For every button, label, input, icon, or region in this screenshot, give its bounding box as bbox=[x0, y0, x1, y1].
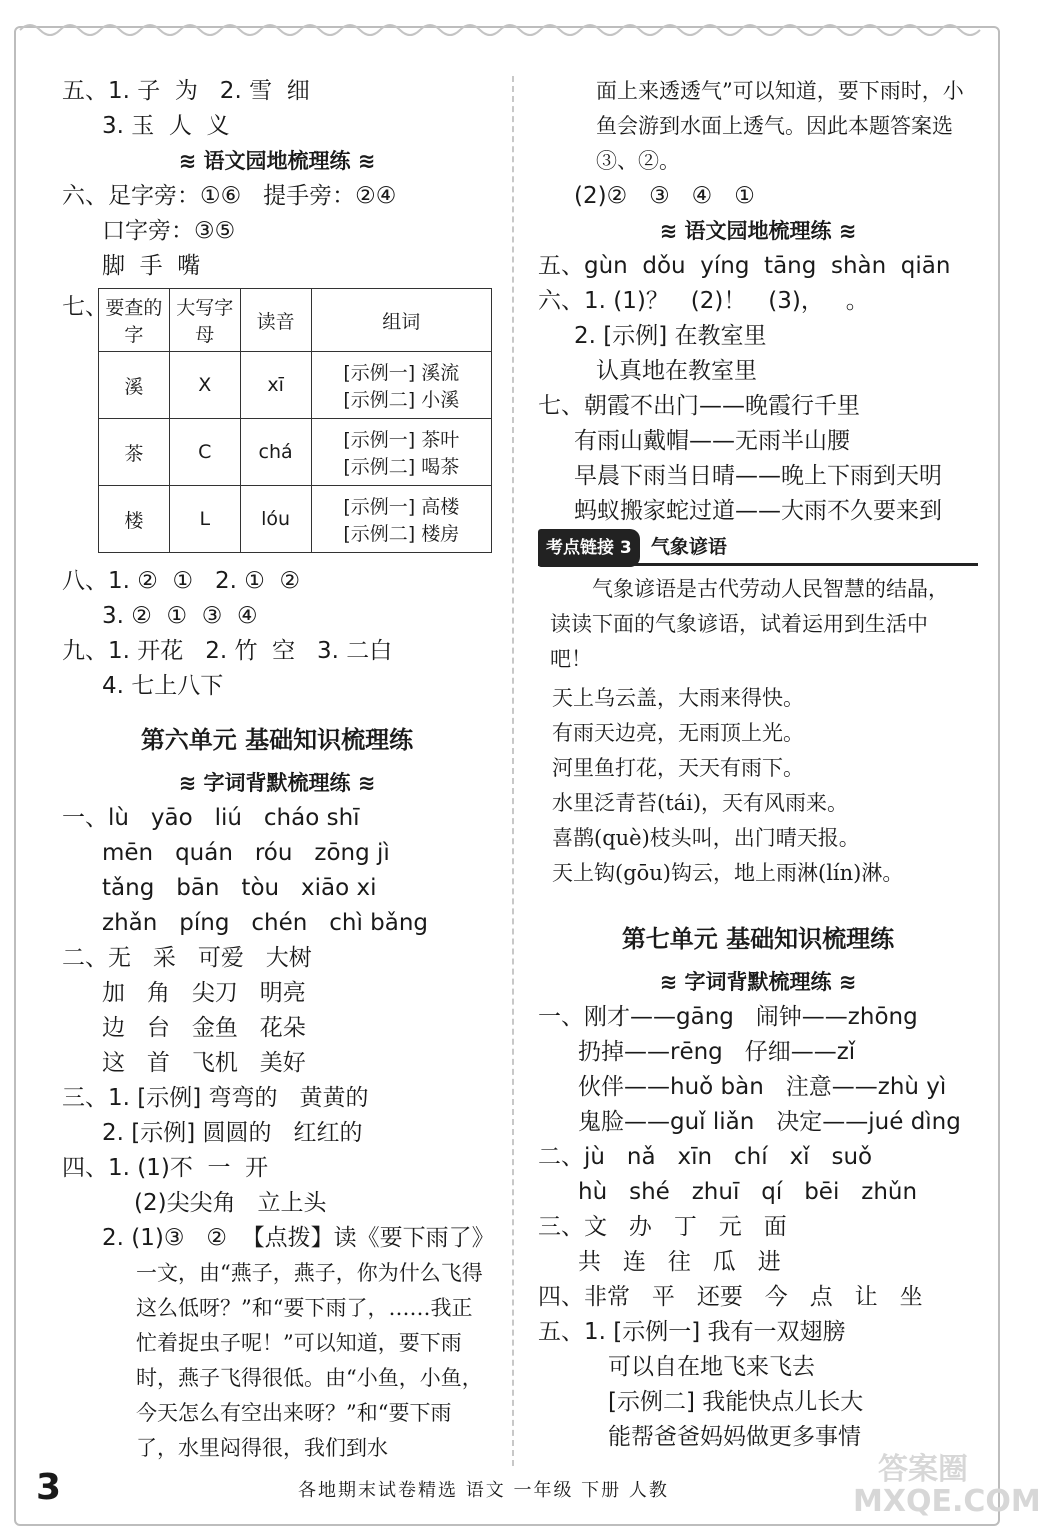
knowledge-link-tag: 考点链接 3 bbox=[538, 529, 640, 567]
page-number: 3 bbox=[36, 1467, 62, 1508]
answer-line: 三、1. [示例] 弯弯的 黄黄的 bbox=[62, 1085, 369, 1111]
answer-line: 蚂蚁搬家蛇过道——大雨不久要来到 bbox=[574, 498, 942, 524]
knowledge-link-header bbox=[538, 529, 978, 566]
answer-line: 2. [示例] 在教室里 bbox=[574, 323, 767, 349]
unit-title: 第六单元 基础知识梳理练 bbox=[140, 726, 414, 754]
section-heading: ≋ 字词背默梳理练 ≋ bbox=[178, 771, 376, 795]
answer-line: 有雨山戴帽——无雨半山腰 bbox=[574, 428, 850, 454]
answer-line: 六、足字旁：①⑥ 提手旁：②④ bbox=[62, 183, 397, 209]
unit-title: 第七单元 基础知识梳理练 bbox=[621, 925, 895, 953]
proverb-line: 天上钩(gōu)钩云，地上雨淋(lín)淋。 bbox=[552, 861, 904, 885]
page-footer bbox=[28, 1468, 988, 1508]
answer-line: 九、1. 开花 2. 竹 空 3. 二白 bbox=[62, 638, 393, 664]
table-cell: X bbox=[169, 352, 240, 419]
answer-line: 3. ② ① ③ ④ bbox=[102, 603, 258, 629]
wavy-border-decoration bbox=[0, 0, 1011, 60]
answer-line: 伙伴——huǒ bàn 注意——zhù yì bbox=[578, 1074, 947, 1100]
example-text: [示例二] 小溪 bbox=[343, 389, 460, 411]
table-cell: C bbox=[169, 419, 240, 486]
table-cell bbox=[311, 352, 491, 419]
section-heading: ≋ 语文园地梳理练 ≋ bbox=[659, 219, 857, 243]
table-cell: lóu bbox=[240, 486, 311, 553]
answer-line: 六、1. (1)？ (2)！ (3)， 。 bbox=[538, 288, 869, 314]
answer-line: 4. 七上八下 bbox=[102, 673, 224, 699]
question-7-block bbox=[62, 288, 492, 564]
left-column bbox=[62, 74, 495, 1466]
answer-line: 2. [示例] 圆圆的 红红的 bbox=[102, 1120, 363, 1146]
proverb-line: 河里鱼打花，天天有雨下。 bbox=[552, 756, 804, 780]
table-cell bbox=[311, 486, 491, 553]
right-column bbox=[538, 74, 978, 1455]
table-cell bbox=[311, 419, 491, 486]
answer-line: 早晨下雨当日晴——晚上下雨到天明 bbox=[574, 463, 942, 489]
table-cell: chá bbox=[240, 419, 311, 486]
table-header: 大写字母 bbox=[169, 289, 240, 352]
column-divider bbox=[512, 76, 514, 1466]
answer-line: [示例二] 我能快点儿长大 bbox=[608, 1389, 864, 1415]
answer-line: (2)尖尖角 立上头 bbox=[134, 1190, 327, 1216]
intro-paragraph: 气象谚语是古代劳动人民智慧的结晶，读读下面的气象谚语，试着运用到生活中吧！ bbox=[550, 577, 949, 671]
table-header: 组词 bbox=[311, 289, 491, 352]
answer-line: (2)② ③ ④ ① bbox=[574, 183, 755, 209]
answer-line: 二、无 采 可爱 大树 bbox=[62, 945, 312, 971]
section-heading: ≋ 语文园地梳理练 ≋ bbox=[178, 149, 376, 173]
example-text: [示例二] 楼房 bbox=[343, 523, 460, 545]
example-text: [示例一] 高楼 bbox=[343, 496, 460, 518]
example-text: [示例一] 溪流 bbox=[343, 362, 460, 384]
table-cell: 溪 bbox=[99, 352, 170, 419]
answer-line: 五、1. 子 为 2. 雪 细 bbox=[62, 78, 310, 104]
proverb-line: 天上乌云盖，大雨来得快。 bbox=[552, 686, 804, 710]
answer-line: 加 角 尖刀 明亮 bbox=[102, 980, 306, 1006]
answer-line: 七、朝霞不出门——晚霞行千里 bbox=[538, 393, 860, 419]
pinyin-line: mēn quán róu zōng jì bbox=[102, 840, 390, 866]
footer-book-info: 各地期末试卷精选 语文 一年级 下册 人教 bbox=[298, 1480, 669, 1501]
answer-line: 2. (1)③ ② 【点拨】读《要下雨了》 bbox=[102, 1225, 495, 1251]
pinyin-line: tǎng bān tòu xiāo xi bbox=[102, 875, 377, 901]
answer-line: 可以自在地飞来飞去 bbox=[608, 1354, 815, 1380]
proverb-line: 喜鹊(què)枝头叫，出门晴天报。 bbox=[552, 826, 860, 850]
answer-line: 共 连 往 瓜 进 bbox=[578, 1249, 781, 1275]
pinyin-line: zhǎn píng chén chì bǎng bbox=[102, 910, 429, 936]
answer-line: 3. 玉 人 义 bbox=[102, 113, 230, 139]
pinyin-line: 一、lù yāo liú cháo shī bbox=[62, 805, 360, 831]
answer-line: 能帮爸爸妈妈做更多事情 bbox=[608, 1424, 861, 1450]
table-row bbox=[99, 486, 492, 553]
explanation-paragraph: 面上来透透气”可以知道，要下雨时，小鱼会游到水面上透气。因此本题答案选③、②。 bbox=[596, 79, 964, 173]
explanation-paragraph: 一文，由“燕子，燕子，你为什么飞得这么低呀？”和“要下雨了，……我正忙着捉虫子呢！”可以知道，要下雨时，燕子飞得很低。由“小鱼，小鱼，今天怎么有空出来呀？”和“要下雨了，水里闷得很，我们到水 bbox=[136, 1261, 483, 1460]
pinyin-line: 二、jù nǎ xīn chí xǐ suǒ bbox=[538, 1144, 873, 1170]
table-row bbox=[99, 352, 492, 419]
table-cell: 茶 bbox=[99, 419, 170, 486]
section-heading: ≋ 字词背默梳理练 ≋ bbox=[659, 970, 857, 994]
lookup-table bbox=[98, 288, 492, 553]
table-cell: 楼 bbox=[99, 486, 170, 553]
answer-line: 四、1. (1)不 一 开 bbox=[62, 1155, 269, 1181]
answer-line: 一、刚才——gāng 闹钟——zhōng bbox=[538, 1004, 918, 1030]
answer-line: 鬼脸——guǐ liǎn 决定——jué dìng bbox=[578, 1109, 961, 1135]
answer-line: 四、非常 平 还要 今 点 让 坐 bbox=[538, 1284, 923, 1310]
answer-line: 扔掉——rēng 仔细——zǐ bbox=[578, 1039, 856, 1065]
example-text: [示例二] 喝茶 bbox=[343, 456, 460, 478]
example-text: [示例一] 茶叶 bbox=[343, 429, 460, 451]
pinyin-line: 五、gùn dǒu yíng tāng shàn qiān bbox=[538, 253, 951, 279]
answer-line: 三、文 办 丁 元 面 bbox=[538, 1214, 787, 1240]
question-label: 七、 bbox=[62, 294, 108, 320]
table-cell: xī bbox=[240, 352, 311, 419]
proverb-line: 有雨天边亮，无雨顶上光。 bbox=[552, 721, 804, 745]
pinyin-line: hù shé zhuī qí bēi zhǔn bbox=[578, 1179, 918, 1205]
table-header: 读音 bbox=[240, 289, 311, 352]
answer-line: 口字旁：③⑤ bbox=[102, 218, 236, 244]
table-cell: L bbox=[169, 486, 240, 553]
table-header: 要查的字 bbox=[99, 289, 170, 352]
knowledge-link-title: 气象谚语 bbox=[650, 536, 727, 558]
answer-line: 认真地在教室里 bbox=[596, 358, 757, 384]
table-header-row bbox=[99, 289, 492, 352]
proverb-line: 水里泛青苔(tái)，天有风雨来。 bbox=[552, 791, 849, 815]
answer-line: 脚 手 嘴 bbox=[102, 253, 201, 279]
answer-line: 这 首 飞机 美好 bbox=[102, 1050, 306, 1076]
watermark-logo: 答案圈 MXQE.COM bbox=[853, 1452, 1041, 1519]
answer-line: 五、1. [示例一] 我有一双翅膀 bbox=[538, 1319, 846, 1345]
answer-line: 边 台 金鱼 花朵 bbox=[102, 1015, 306, 1041]
table-row bbox=[99, 419, 492, 486]
answer-line: 八、1. ② ① 2. ① ② bbox=[62, 568, 301, 594]
